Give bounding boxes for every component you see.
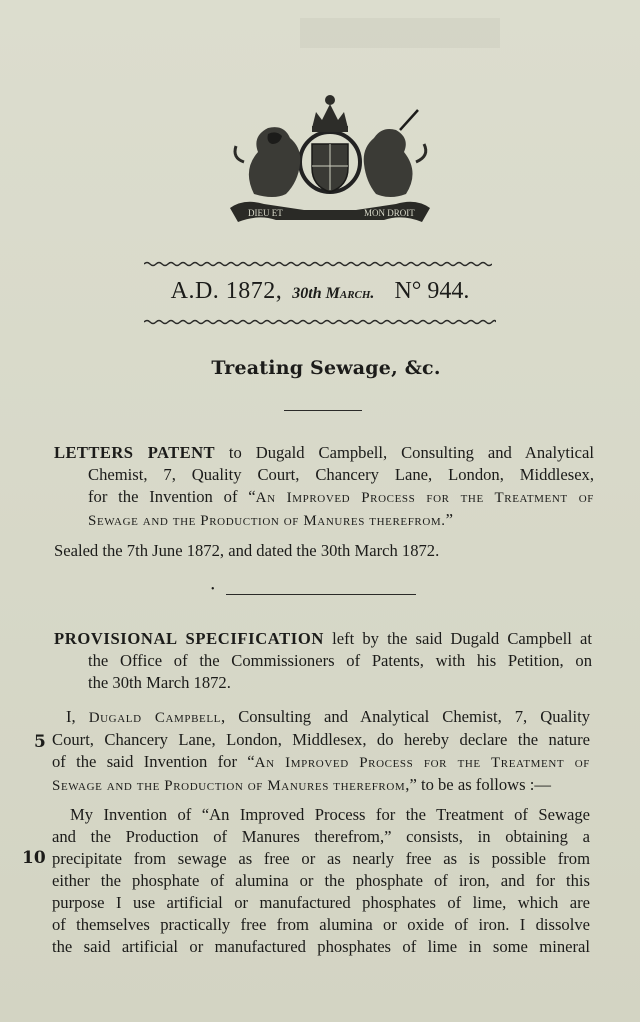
letters-patent-paragraph: LETTERS PATENT to Dugald Campbell, Consulting and Analytical Chemist, 7, Quality Court, Chancery Lane, London, Middlesex, for the Invention of “An Improved Process for the Treatment of Sewage and the Production of Manures therefrom.” <box>54 443 595 529</box>
divider <box>284 410 362 411</box>
invention-description-paragraph: My Invention of “An Improved Process for the Treatment of Sewage and the Production of Manures therefrom,” consists, in obtaining a precipitate from sewage as free or as nearly free as is possible from either the phosphate of alumina or the phosphate of iron, and for this purpose I use artificial or manufactured phosphates of lime, which are of themselves practically free from alumina or oxide of iron. I dissolve the said artificial or manufactured phosphates of lime in some mineral <box>52 805 590 956</box>
margin-line-number: 5 <box>34 732 46 752</box>
decorative-wavy-rule <box>144 260 492 268</box>
anno-domini: A.D. 1872, <box>170 278 283 304</box>
motto-left: DIEU ET <box>248 208 283 218</box>
margin-line-number: 10 <box>22 848 46 868</box>
page-title: Treating Sewage, &c. <box>211 357 441 379</box>
patent-number: N° 944. <box>394 278 470 304</box>
divider <box>226 594 416 595</box>
patent-date: 30th March. <box>292 285 375 302</box>
motto-right: MON DROIT <box>364 208 415 218</box>
decorative-wavy-rule <box>144 318 496 326</box>
patent-date-line <box>0 278 640 305</box>
sealed-date-paragraph: Sealed the 7th June 1872, and dated the 30th March 1872. <box>54 541 440 560</box>
royal-coat-of-arms-icon <box>224 90 436 230</box>
bleed-through-text <box>300 18 500 48</box>
stray-dot: • <box>211 584 215 595</box>
provisional-specification-paragraph: PROVISIONAL SPECIFICATION left by the said Dugald Campbell at the Office of the Commissioners of Patents, with his Petition, on the 30th March 1872. <box>54 629 593 692</box>
declaration-paragraph: I, Dugald Campbell, Consulting and Analytical Chemist, 7, Quality Court, Chancery Lane, London, Middlesex, do hereby declare the nature of the said Invention for “An Improved Process for the Treatment of Sewage and the Production of Manures therefrom,” to be as follows :— <box>52 707 591 794</box>
